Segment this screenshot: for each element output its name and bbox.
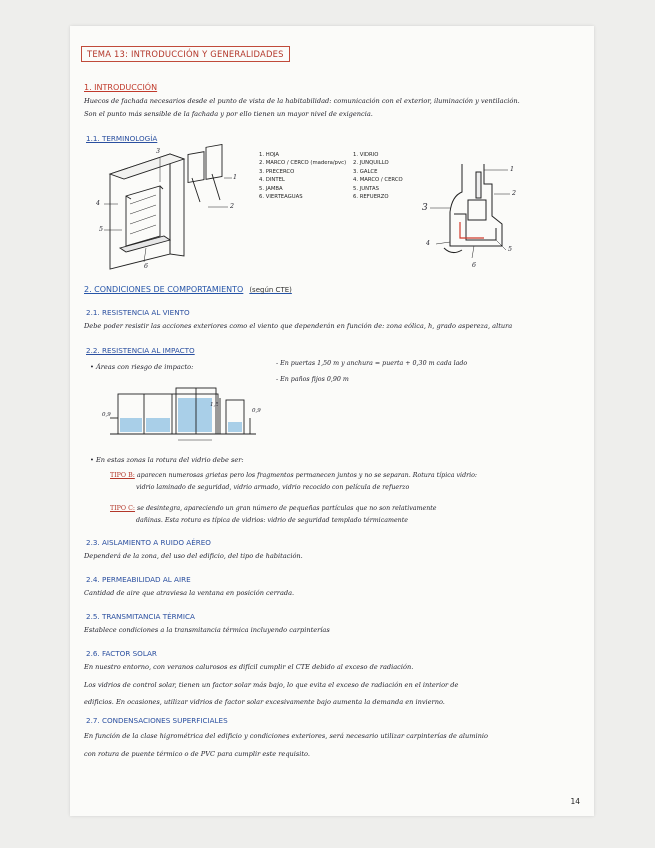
tipo-c-line-1: TIPO C: se desintegra, apareciendo un gran número de pequeñas partículas que no son relativamente — [110, 505, 437, 512]
dim-09-left: 0,9 — [102, 412, 111, 418]
callout-b-4: 4 — [426, 240, 431, 247]
tipo-c-line-2: dañinas. Esta rotura es típica de vidrios: vidrio de seguridad templado térmicamente — [136, 517, 408, 524]
subsection-heading-terminologia: 1.1. TERMINOLOGÍA — [86, 134, 158, 143]
factor-solar-line-2: Los vidrios de control solar, tienen un factor solar más bajo, lo que evita el exceso de radiación en el interior de — [84, 681, 459, 689]
subsection-heading-condensaciones: 2.7. CONDENSACIONES SUPERFICIALES — [86, 716, 228, 725]
terminology-legend-b: 1. VIDRIO 2. JUNQUILLO 3. GALCE 4. MARCO / CERCO 5. JUNTAS 6. REFUERZO — [353, 152, 403, 201]
factor-solar-line-1: En nuestro entorno, con veranos calurosos es difícil cumplir el CTE debido al exceso de radiación. — [84, 663, 414, 671]
transmitancia-line-1: Establece condiciones a la transmitancia térmica incluyendo carpinterías — [84, 626, 330, 634]
callout-a-1: 1 — [233, 174, 238, 181]
callout-b-1: 1 — [510, 166, 515, 173]
factor-solar-line-3: edificios. En ocasiones, utilizar vidrios de factor solar excesivamente bajo aumenta la demanda en invierno. — [84, 698, 445, 706]
callout-a-5: 5 — [99, 226, 104, 233]
subsection-heading-transmitancia: 2.5. TRANSMITANCIA TÉRMICA — [86, 612, 195, 621]
callout-a-6: 6 — [144, 263, 149, 270]
condensaciones-line-1: En función de la clase higrométrica del edificio y condiciones exteriores, será necesario utilizar carpinterías de aluminio — [84, 732, 488, 740]
section-heading-introduccion: 1. INTRODUCCIÓN — [84, 83, 158, 92]
callout-b-3: 3 — [422, 203, 428, 213]
frame-profile-section-sketch — [422, 154, 522, 264]
condensaciones-line-2: con rotura de puente térmico o de PVC para cumplir este requisito. — [84, 750, 311, 758]
intro-line-1: Huecos de fachada necesarios desde el punto de vista de la habitabilidad: comunicación con el exterior, iluminación y ventilación. — [84, 97, 520, 105]
callout-a-4: 4 — [96, 200, 101, 207]
permeabilidad-line-1: Cantidad de aire que atraviesa la ventana en posición cerrada. — [84, 589, 295, 597]
callout-b-2: 2 — [512, 190, 517, 197]
callout-a-3: 3 — [156, 148, 161, 155]
subsection-heading-factor-solar: 2.6. FACTOR SOLAR — [86, 649, 157, 658]
rotura-intro: • En estas zonas la rotura del vidrio debe ser: — [90, 456, 244, 464]
impacto-bullet: • Áreas con riesgo de impacto: — [90, 363, 194, 371]
tipo-b-line-1: TIPO B: aparecen numerosas grietas pero los fragmentos permanecen juntos y no se separan. Rotura típica vidrio: — [110, 472, 478, 479]
dim-15: 1,5 — [210, 402, 219, 408]
window-opening-sketch — [100, 144, 240, 274]
subsection-heading-viento: 2.1. RESISTENCIA AL VIENTO — [86, 308, 190, 317]
callout-b-6: 6 — [472, 262, 477, 269]
dim-09-right: 0,9 — [252, 408, 261, 414]
terminology-legend-a: 1. HOJA 2. MARCO / CERCO (madera/pvc) 3. PRECERCO 4. DINTEL 5. JAMBA 6. VIERTEAGUAS — [259, 152, 347, 201]
page-number: 14 — [570, 797, 580, 806]
impacto-condicion-puertas: - En puertas 1,50 m y anchura = puerta + 0,30 m cada lado — [276, 360, 468, 367]
subsection-heading-ruido: 2.3. AISLAMIENTO A RUIDO AÉREO — [86, 538, 211, 547]
notebook-page — [70, 26, 594, 816]
ruido-line-1: Dependerá de la zona, del uso del edificio, del tipo de habitación. — [84, 552, 303, 560]
tipo-b-line-2: vidrio laminado de seguridad, vidrio armado, vidrio recocido con película de refuerzo — [136, 484, 410, 491]
impacto-condicion-panos: - En paños fijos 0,90 m — [276, 376, 349, 383]
subsection-heading-impacto: 2.2. RESISTENCIA AL IMPACTO — [86, 346, 195, 355]
page-title: TEMA 13: INTRODUCCIÓN Y GENERALIDADES — [81, 46, 290, 62]
section-heading-condiciones: 2. CONDICIONES DE COMPORTAMIENTO (según CTE) — [84, 285, 292, 294]
subsection-heading-permeabilidad: 2.4. PERMEABILIDAD AL AIRE — [86, 575, 191, 584]
callout-b-5: 5 — [508, 246, 513, 253]
intro-line-2: Son el punto más sensible de la fachada y por ello tienen un mayor nivel de exigencia. — [84, 110, 373, 118]
impact-zones-sketch — [106, 378, 266, 450]
callout-a-2: 2 — [230, 203, 235, 210]
viento-line-1: Debe poder resistir las acciones exteriores como el viento que dependerán en función de: zona eólica, h, grado aspereza, altura — [84, 322, 513, 330]
